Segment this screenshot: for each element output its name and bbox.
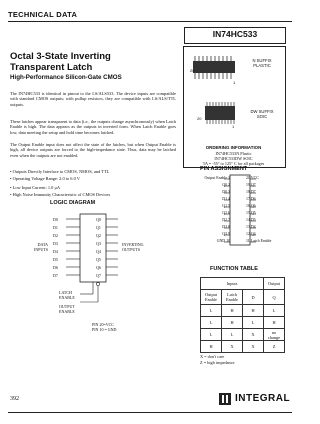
table-row [201, 278, 285, 290]
description-paragraph: The IN74HC533 is identical in pinout to the LS/ALS533. The device inputs are compatible with standard CMOS outputs; with pullup resistors, they are compatible with LS/ALS/TTL outputs. [10, 91, 176, 107]
pin-row: 20 VCC [246, 176, 259, 180]
pin-number-label: 20 [197, 116, 202, 121]
ordering-line: TA = -55° to 125° C for all packages [202, 161, 265, 166]
table-cell: L [201, 329, 222, 341]
function-table [200, 277, 285, 353]
table-cell: H [243, 305, 264, 317]
pin-row: Q3 9 [222, 232, 230, 236]
table-header-cell: Q [264, 290, 285, 305]
pin-row: D2 7 [222, 218, 230, 222]
logic-diagram-title: LOGIC DIAGRAM [50, 200, 96, 206]
table-cell: X [222, 341, 243, 353]
description-paragraph: The Output Enable input does not affect the state of the latches, but when Output Enable is high, all device outputs are forced to the high-impedance state. Thus, data may be latched even when the outputs are not enabled. [10, 142, 176, 158]
title-line-1: Octal 3-State Inverting [10, 51, 111, 62]
soic-package-icon [205, 102, 235, 124]
data-inputs-label: DATA INPUTS [34, 242, 49, 252]
table-cell: H [222, 305, 243, 317]
pin-row: 19 Q7 [246, 183, 256, 187]
n-suffix-label: N SUFFIX PLASTIC [252, 58, 272, 68]
pin-row: 17 D6 [246, 197, 256, 201]
pin-row: 13 D4 [246, 225, 256, 229]
logic-output-labels: Q0 Q1 Q2 Q3 Q4 Q5 Q6 Q7 [96, 217, 101, 278]
feature-item: • Low Input Current: 1.0 μA [10, 185, 60, 190]
table-cell: X [243, 329, 264, 341]
power-pins-label: PIN 20=VCC PIN 10 = GND [92, 322, 117, 332]
table-header-cell: Latch Enable [222, 290, 243, 305]
table-row [201, 290, 285, 305]
header-rule [8, 21, 292, 22]
page-number: 392 [10, 396, 19, 402]
pin-row: D0 3 [222, 190, 230, 194]
title-line-2: Transparent Latch [10, 62, 93, 73]
integral-logo-icon [218, 392, 232, 406]
table-cell: X [243, 341, 264, 353]
pin-row: 16 Q6 [246, 204, 256, 208]
pin-row: 15 Q5 [246, 211, 256, 215]
function-table-title: FUNCTION TABLE [210, 266, 258, 272]
table-cell: L [201, 305, 222, 317]
ordering-info-title: ORDERING INFORMATION [205, 145, 262, 150]
pin-row: 11 Latch Enable [246, 239, 272, 243]
table-row [201, 317, 285, 329]
table-row [201, 341, 285, 353]
table-group-header: Output [264, 278, 285, 290]
dw-suffix-label: DW SUFFIX SOIC [250, 109, 274, 119]
description-paragraph: These latches appear transparent to data (i.e., the outputs change asynchronously) when Latch Enable is high. The data appears as the outputs in inverted form. When Latch Enable goes low, data meeting the setup and hold time becomes latched. [10, 119, 176, 135]
table-note: Z = high impedance [200, 360, 235, 365]
pin-row: Q2 6 [222, 211, 230, 215]
logo-text: INTEGRAL [235, 393, 291, 404]
output-enable-label: OUTPUT ENABLE [59, 304, 75, 314]
table-cell: L [201, 317, 222, 329]
feature-item: • High Noise Immunity Characteristic of CMOS Devices [10, 192, 110, 197]
table-cell: no change [264, 329, 285, 341]
part-number: IN74HC533 [212, 29, 258, 39]
logic-input-labels: D0 D1 D2 D3 D4 D5 D6 D7 [53, 217, 58, 278]
table-row [201, 329, 285, 341]
pin-row: 12 Q4 [246, 232, 256, 236]
table-cell: H [222, 317, 243, 329]
pin-row: D1 4 [222, 197, 230, 201]
ordering-line: IN74HC533DW SOIC [214, 156, 253, 161]
pin-row: D3 8 [222, 225, 230, 229]
pin-number-label: 1 [233, 80, 236, 85]
dip-package-icon [193, 56, 235, 79]
pin-number-label: 20 [190, 68, 195, 73]
latch-enable-label: LATCH ENABLE [59, 290, 75, 300]
section-header: TECHNICAL DATA [8, 10, 78, 19]
table-cell: H [264, 317, 285, 329]
table-header-cell: D [243, 290, 264, 305]
table-row [201, 305, 285, 317]
pin-assignment-title: PIN ASSIGNMENT [200, 166, 248, 172]
pin-row: 14 D5 [246, 218, 256, 222]
table-group-header: Inputs [201, 278, 264, 290]
table-header-cell: Output Enable [201, 290, 222, 305]
inverting-outputs-label: INVERTING OUTPUTS [122, 242, 144, 252]
pin-row: GND 10 [216, 239, 230, 243]
company-logo [218, 392, 291, 406]
subtitle: High-Performance Silicon-Gate CMOS [10, 74, 122, 81]
pin-row: Q0 2 [222, 183, 230, 187]
table-cell: L [264, 305, 285, 317]
pin-row: Output Enable 1 [204, 176, 230, 180]
table-cell: L [222, 329, 243, 341]
pin-row: Q1 5 [222, 204, 230, 208]
feature-item: • Operating Voltage Range: 2.0 to 6.0 V [10, 176, 80, 181]
table-cell: Z [264, 341, 285, 353]
ordering-line: IN74HC533N Plastic [215, 151, 252, 156]
table-note: X = don't care [200, 354, 225, 359]
pin-number-label: 1 [232, 124, 235, 129]
feature-item: • Outputs Directly Interface to CMOS, NMOS, and TTL [10, 169, 109, 174]
table-cell: L [243, 317, 264, 329]
pin-row: 18 D7 [246, 190, 256, 194]
footer-rule [8, 412, 292, 413]
table-cell: H [201, 341, 222, 353]
